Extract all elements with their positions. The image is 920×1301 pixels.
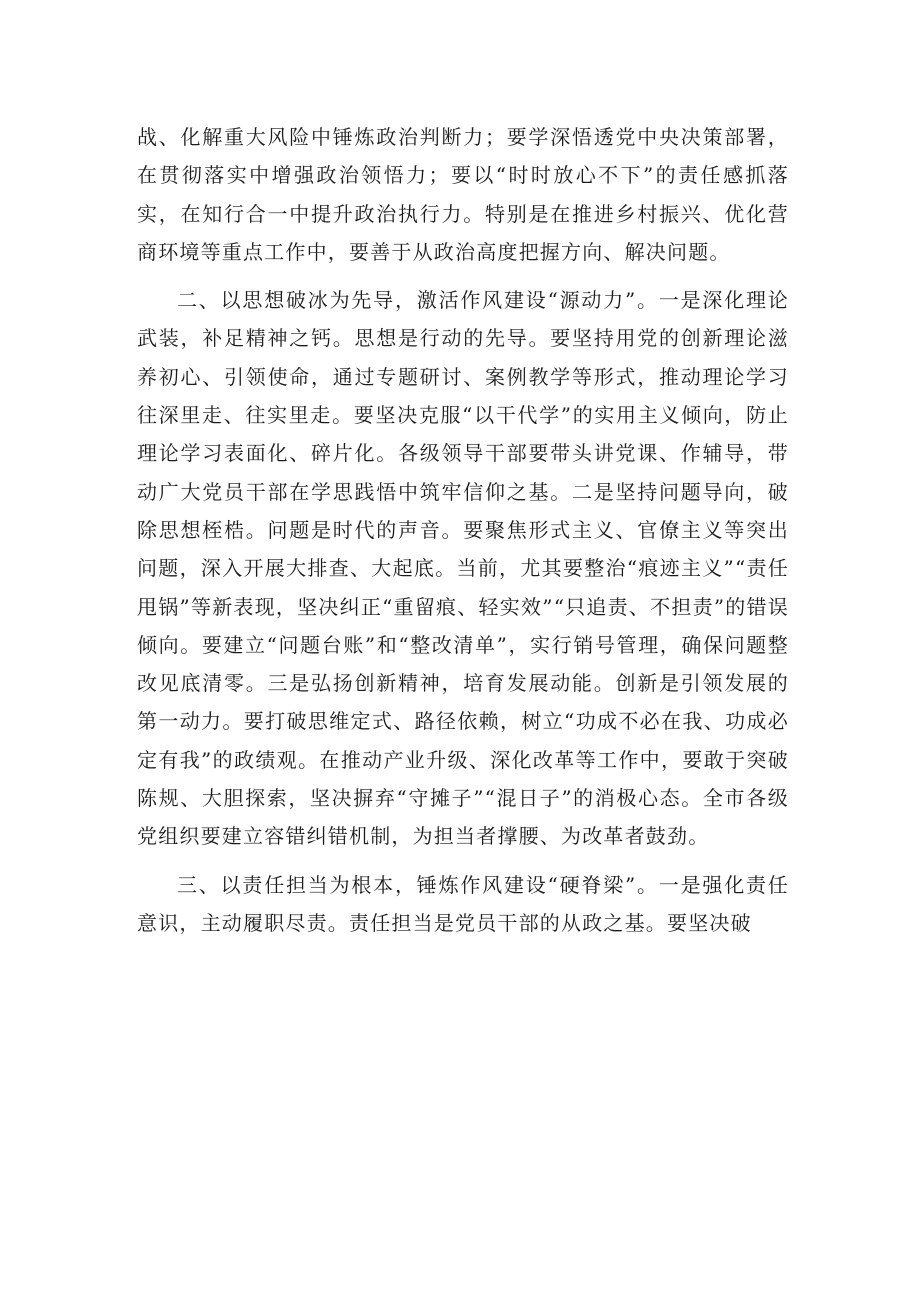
paragraph-continuation: 战、化解重大风险中锤炼政治判断力；要学深悟透党中央决策部署，在贯彻落实中增强政治领悟力；要以“时时放心不下”的责任感抓落实，在知行合一中提升政治执行力。特别是在推进乡村振兴、优化营商环境等重点工作中，要善于从政治高度把握方向、解决问题。 — [137, 125, 789, 264]
document-body — [137, 118, 789, 942]
paragraph-section-two: 二、以思想破冰为先导，激活作风建设“源动力”。一是深化理论武装，补足精神之钙。思想是行动的先导。要坚持用党的创新理论滋养初心、引领使命，通过专题研讨、案例教学等形式，推动理论学习往深里走、往实里走。要坚决克服“以干代学”的实用主义倾向，防止理论学习表面化、碎片化。各级领导干部要带头讲党课、作辅导，带动广大党员干部在学思践悟中筑牢信仰之基。二是坚持问题导向，破除思想桎梏。问题是时代的声音。要聚焦形式主义、官僚主义等突出问题，深入开展大排查、大起底。当前，尤其要整治“痕迹主义”“责任甩锅”等新表现，坚决纠正“重留痕、轻实效”“只追责、不担责”的错误倾向。要建立“问题台账”和“整改清单”，实行销号管理，确保问题整改见底清零。三是弘扬创新精神，培育发展动能。创新是引领发展的第一动力。要打破思维定式、路径依赖，树立“功成不必在我、功成必定有我”的政绩观。在推动产业升级、深化改革等工作中，要敢于突破陈规、大胆探索，坚决摒弃“守摊子”“混日子”的消极心态。全市各级党组织要建立容错纠错机制，为担当者撑腰、为改革者鼓劲。 — [137, 288, 789, 849]
paragraph-section-three: 三、以责任担当为根本，锤炼作风建设“硬脊梁”。一是强化责任意识，主动履职尽责。责任担当是党员干部的从政之基。要坚决破 — [137, 872, 789, 935]
